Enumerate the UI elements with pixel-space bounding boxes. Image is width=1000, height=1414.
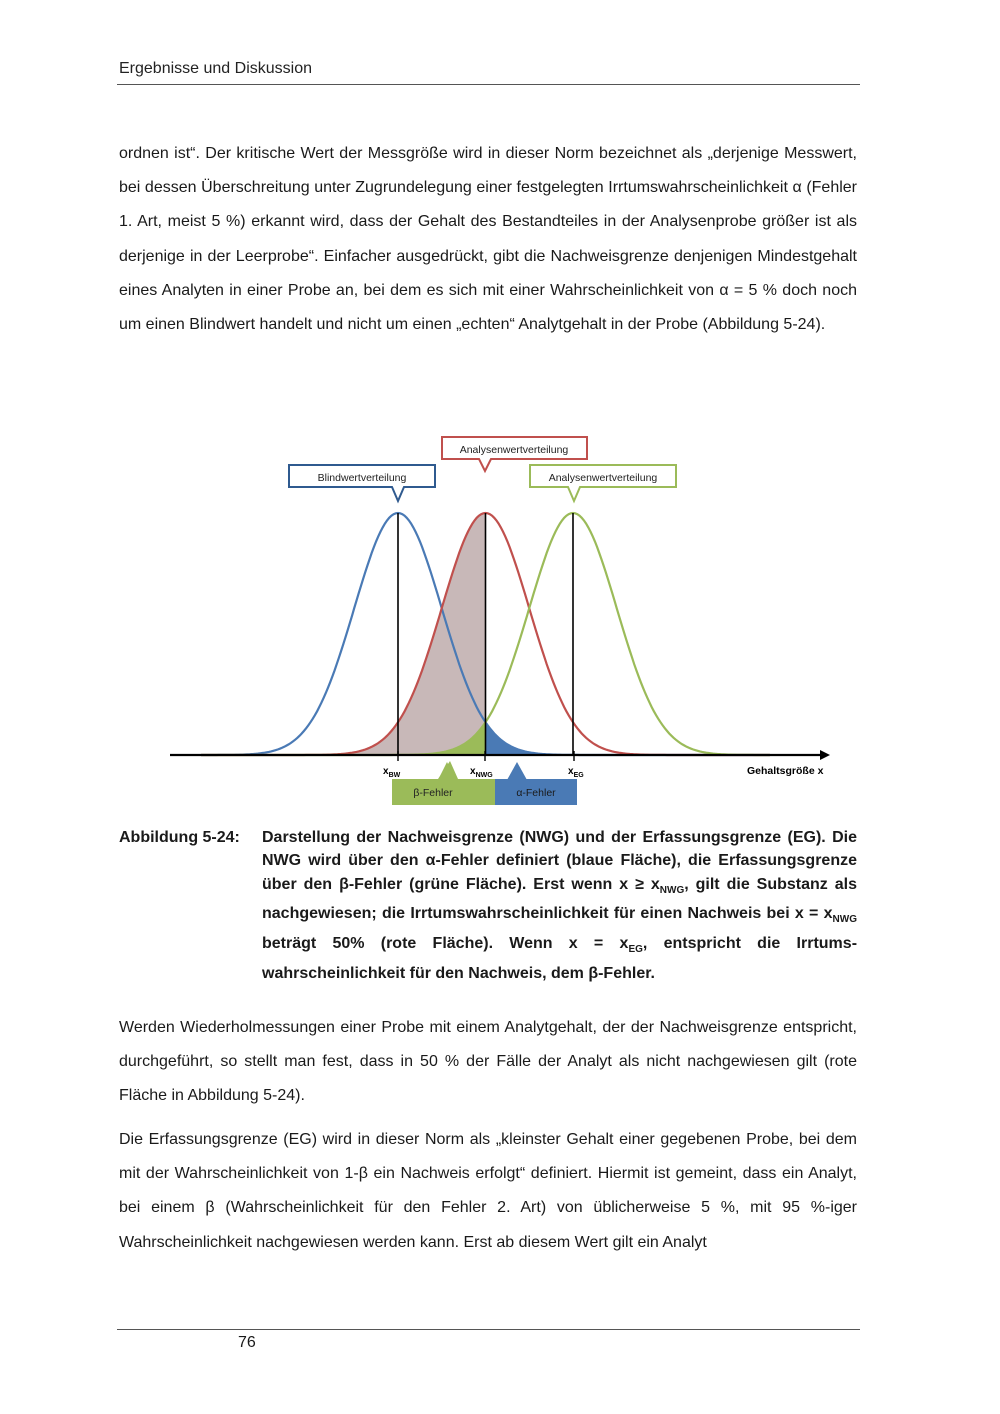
- geq-symbol: ≥: [635, 875, 644, 893]
- alpha-error-callout: [495, 762, 577, 805]
- figure-nachweisgrenze: [160, 425, 840, 815]
- callout-analysis-right: [530, 465, 676, 501]
- label-analysis-mid: Analysenwertverteilung: [459, 444, 569, 456]
- beta-symbol: β: [588, 964, 599, 982]
- tick-label-xbw: $x_{BW}$: [383, 766, 401, 779]
- running-title: Ergebnisse und Diskussion: [119, 60, 312, 77]
- page-number: 76: [238, 1334, 256, 1351]
- distribution-chart: [160, 425, 840, 815]
- beta-symbol: β: [339, 875, 349, 893]
- x-axis-arrow: [820, 750, 830, 760]
- paragraph-3: Die Erfassungsgrenze (EG) wird in dieser Norm als „kleinster Gehalt einer gegebenen Probe, bei dem mit der Wahrscheinlichkeit von 1-β ein Nachweis erfolgt“ definiert. Hiermit ist gemeint, dass ein Analyt, bei einem β (Wahrscheinlichkeit für den Fehler 2. Art) von üblicherweise 5 %, mit 95 %-iger Wahrscheinlichkeit nachgewiesen werden kann. Erst ab diesem Wert gilt ein Analyt: [119, 1131, 858, 1251]
- tick-label-xeg: $x_{EG}$: [568, 766, 584, 779]
- axis-label: Gehaltsgröße x: [747, 765, 824, 777]
- alpha-symbol: α: [719, 281, 729, 299]
- alpha-error-label: α-Fehler: [516, 787, 556, 799]
- paragraph-1: [119, 137, 857, 342]
- alpha-symbol: α: [425, 852, 436, 870]
- beta-error-callout: [392, 761, 505, 805]
- caption-label: Abbildung 5-24:: [119, 829, 240, 846]
- beta-error-label: β-Fehler: [413, 787, 453, 799]
- footer-rule: [117, 1329, 860, 1330]
- label-blank-distribution: Blindwertverteilung: [317, 472, 407, 484]
- tick-label-xnwg: $x_{NWG}$: [470, 766, 493, 779]
- beta-symbol: β: [358, 1165, 368, 1183]
- label-analysis-right: Analysenwertverteilung: [548, 472, 658, 484]
- p1-text-a: ordnen ist“. Der kritische Wert der Messgröße wird in dieser Norm bezeichnet als „derjenige Messwert, bei dessen Überschreitung unter Zugrundelegung einer festgelegten Irrtumswahrscheinlichkeit: [119, 145, 857, 197]
- alpha-area-blue: [486, 722, 770, 755]
- alpha-symbol: α: [792, 179, 802, 197]
- header-rule: [117, 84, 860, 85]
- p1-text-c: = 5 % doch noch um einen Blindwert handelt und nicht um einen „echten“ Analytgehalt in der Probe (Abbildung 5-24).: [119, 281, 858, 334]
- callout-blank-distribution: [289, 465, 435, 501]
- beta-area-red-distribution: [201, 513, 485, 755]
- p1-text-b: (Fehler 1. Art, meist 5 %) erkannt wird, dass der Gehalt des Bestandteiles in der Analysenprobe größer ist als derjenige in der Leerprobe“. Einfacher ausgedrückt, gibt die Nachweisgrenze denjenigen Mindestgehalt eines Analyten in einer Probe an, bei dem es sich mit einer Wahrscheinlichkeit von: [119, 179, 857, 299]
- figure-caption: Darstellung der Nachweisgrenze (NWG) und der Erfassungsgrenze (EG). Die NWG wird über den α-Fehler definiert (blaue Fläche), die Erfassungsgrenze über den β-Fehler (grüne Fläche). Erst wenn $x \ge x_{NWG}$, gilt die Substanz als nachgewiesen; die Irrtumswahrscheinlichkeit für einen Nachweis bei $x = x_{NWG}$ beträgt 50% (rote Fläche). Wenn $x = x_{EG}$, entspricht die Irrtumswahrscheinlichkeit für den Nachweis, dem β-Fehler.: [262, 829, 858, 982]
- beta-symbol: β: [205, 1199, 215, 1217]
- paragraph-2: Werden Wiederholmessungen einer Probe mit einem Analytgehalt, der der Nachweisgrenze entspricht, durchgeführt, so stellt man fest, dass in 50 % der Fälle der Analyt als nicht nachgewiesen gilt (rote Fläche in Abbildung 5-24).: [119, 1019, 857, 1105]
